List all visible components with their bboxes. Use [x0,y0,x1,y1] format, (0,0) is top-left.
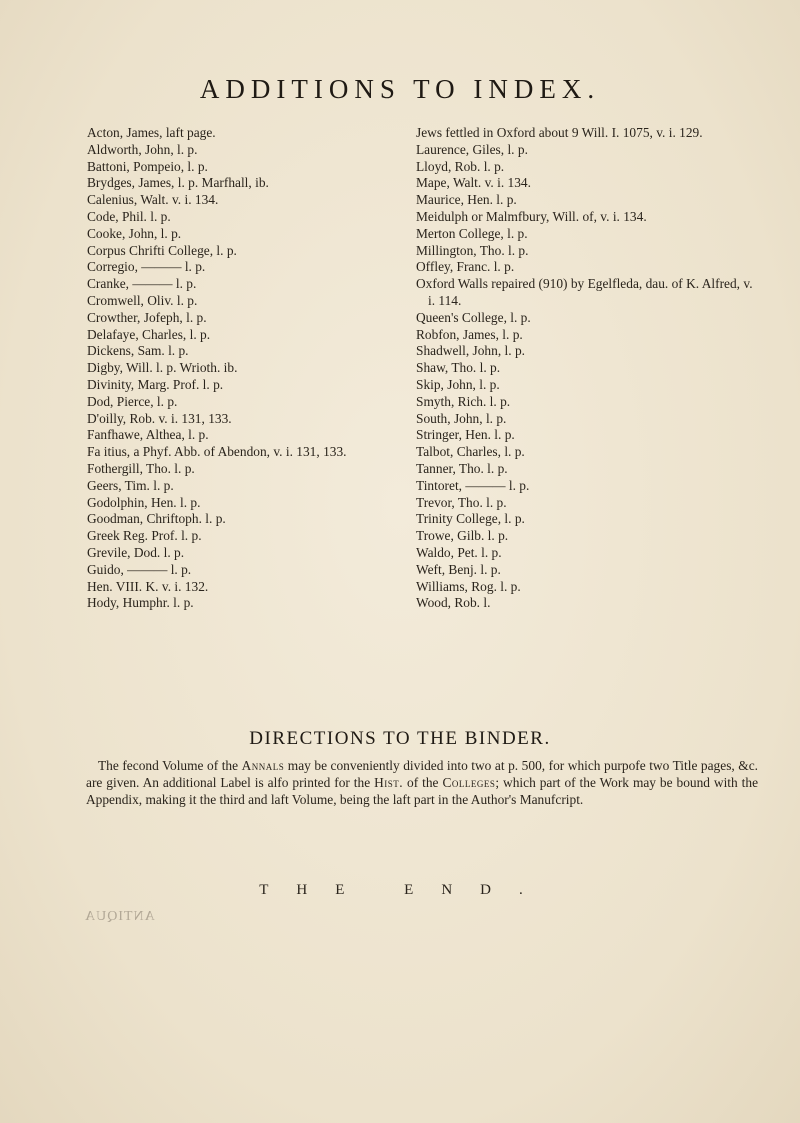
the-end: THE END. [259,882,551,898]
index-entry: Weft, Benj. l. p. [416,561,501,577]
index-entry: Crowther, Jofeph, l. p. [87,309,207,325]
index-entry: Trowe, Gilb. l. p. [416,528,509,544]
index-entry: Brydges, James, l. p. Marfhall, ib. [87,175,269,191]
index-entry: Shadwell, John, l. p. [416,343,525,359]
index-entry: Robfon, James, l. p. [416,326,523,342]
hist-term: Hist. [374,774,404,790]
directions-text: ; which part of the Work may be bound with the Appendix, making it the third and laft Volume, being the laft part in the Author's Manufcript. [86,774,759,807]
index-entry: Hen. VIII. K. v. i. 132. [87,578,209,594]
index-entry: Calenius, Walt. v. i. 134. [87,192,219,208]
index-entry: Fa itius, a Phyf. Abb. of Abendon, v. i. 131, 133. [87,444,347,460]
directions-text: The fecond Volume of the [98,758,242,773]
index-entry: Stringer, Hen. l. p. [416,427,515,443]
index-entry: Dod, Pierce, l. p. [87,393,178,409]
index-entry: Skip, John, l. p. [416,376,500,392]
index-entry: Hody, Humphr. l. p. [87,595,194,611]
index-entry: Acton, James, laft page. [87,125,216,140]
index-entry: Trevor, Tho. l. p. [416,494,507,510]
index-entry: Fanfhawe, Althea, l. p. [87,427,209,443]
directions-heading: DIRECTIONS TO THE BINDER. [249,728,551,749]
directions-text: of the [403,774,443,790]
index-entry: Jews fettled in Oxford about 9 Will. I. 1075, v. i. 129. [416,125,703,140]
index-entry: Code, Phil. l. p. [87,208,171,224]
index-entry: Geers, Tim. l. p. [87,477,174,493]
index-entry: Offley, Franc. l. p. [416,259,515,275]
index-entry: Grevile, Dod. l. p. [87,544,185,560]
index-entry: Smyth, Rich. l. p. [416,393,511,409]
index-entry: Fothergill, Tho. l. p. [87,460,195,476]
index-entry: Digby, Will. l. p. Wrioth. ib. [87,360,238,376]
index-entry: Laurence, Giles, l. p. [416,141,528,157]
index-entry: Cranke, ——— l. p. [87,276,197,292]
index-entry: Delafaye, Charles, l. p. [87,326,211,342]
index-column-left [87,125,405,612]
index-entry: D'oilly, Rob. v. i. 131, 133. [87,410,232,426]
index-column-right [416,125,756,612]
index-entry: Cooke, John, l. p. [87,225,182,241]
index-entry: Dickens, Sam. l. p. [87,343,189,359]
index-entry: Corpus Chrifti College, l. p. [87,242,237,258]
index-entry: Meidulph or Malmfbury, Will. of, v. i. 134. [416,208,647,224]
index-entry: Mape, Walt. v. i. 134. [416,175,531,191]
index-entry: Tintoret, ——— l. p. [416,477,530,493]
index-entry: Divinity, Marg. Prof. l. p. [87,376,224,392]
directions-text: may be conveniently divided into two at p. 500, for which purpofe two Title pages, &c. are given. An additional Label is alfo printed for the [86,758,758,790]
index-entry: Goodman, Chriftoph. l. p. [87,511,226,527]
index-entry: Lloyd, Rob. l. p. [416,158,505,174]
index-entry: Maurice, Hen. l. p. [416,192,517,208]
index-entry: Millington, Tho. l. p. [416,242,529,258]
index-entry: Guido, ——— l. p. [87,561,192,577]
index-entry: Cromwell, Oliv. l. p. [87,292,198,308]
index-entry: Trinity College, l. p. [416,511,525,527]
index-entry: Talbot, Charles, l. p. [416,444,525,460]
index-entry: Tanner, Tho. l. p. [416,460,508,476]
index-entry: Shaw, Tho. l. p. [416,360,501,376]
index-entry: Merton College, l. p. [416,225,528,241]
page-title: ADDITIONS TO INDEX. [199,74,601,104]
index-entry: Williams, Rog. l. p. [416,578,521,594]
index-entry: Battoni, Pompeio, l. p. [87,158,208,174]
index-entry: South, John, l. p. [416,410,507,426]
index-entry: Godolphin, Hen. l. p. [87,494,201,510]
directions-paragraph [86,758,758,808]
index-entry: Wood, Rob. l. [416,595,491,611]
index-entry: Corregio, ——— l. p. [87,259,206,275]
index-entry: Greek Reg. Prof. l. p. [87,528,202,544]
annals-term: Annals [241,758,285,773]
library-stamp: ANTIQUA [84,909,155,924]
index-entry: Aldworth, John, l. p. [87,141,198,157]
index-entry: Queen's College, l. p. [416,309,531,325]
index-entry: Waldo, Pet. l. p. [416,544,502,560]
index-entry: Oxford Walls repaired (910) by Egelfleda, dau. of K. Alfred, v. i. 114. [416,276,753,308]
colleges-term: Colleges [442,774,496,790]
